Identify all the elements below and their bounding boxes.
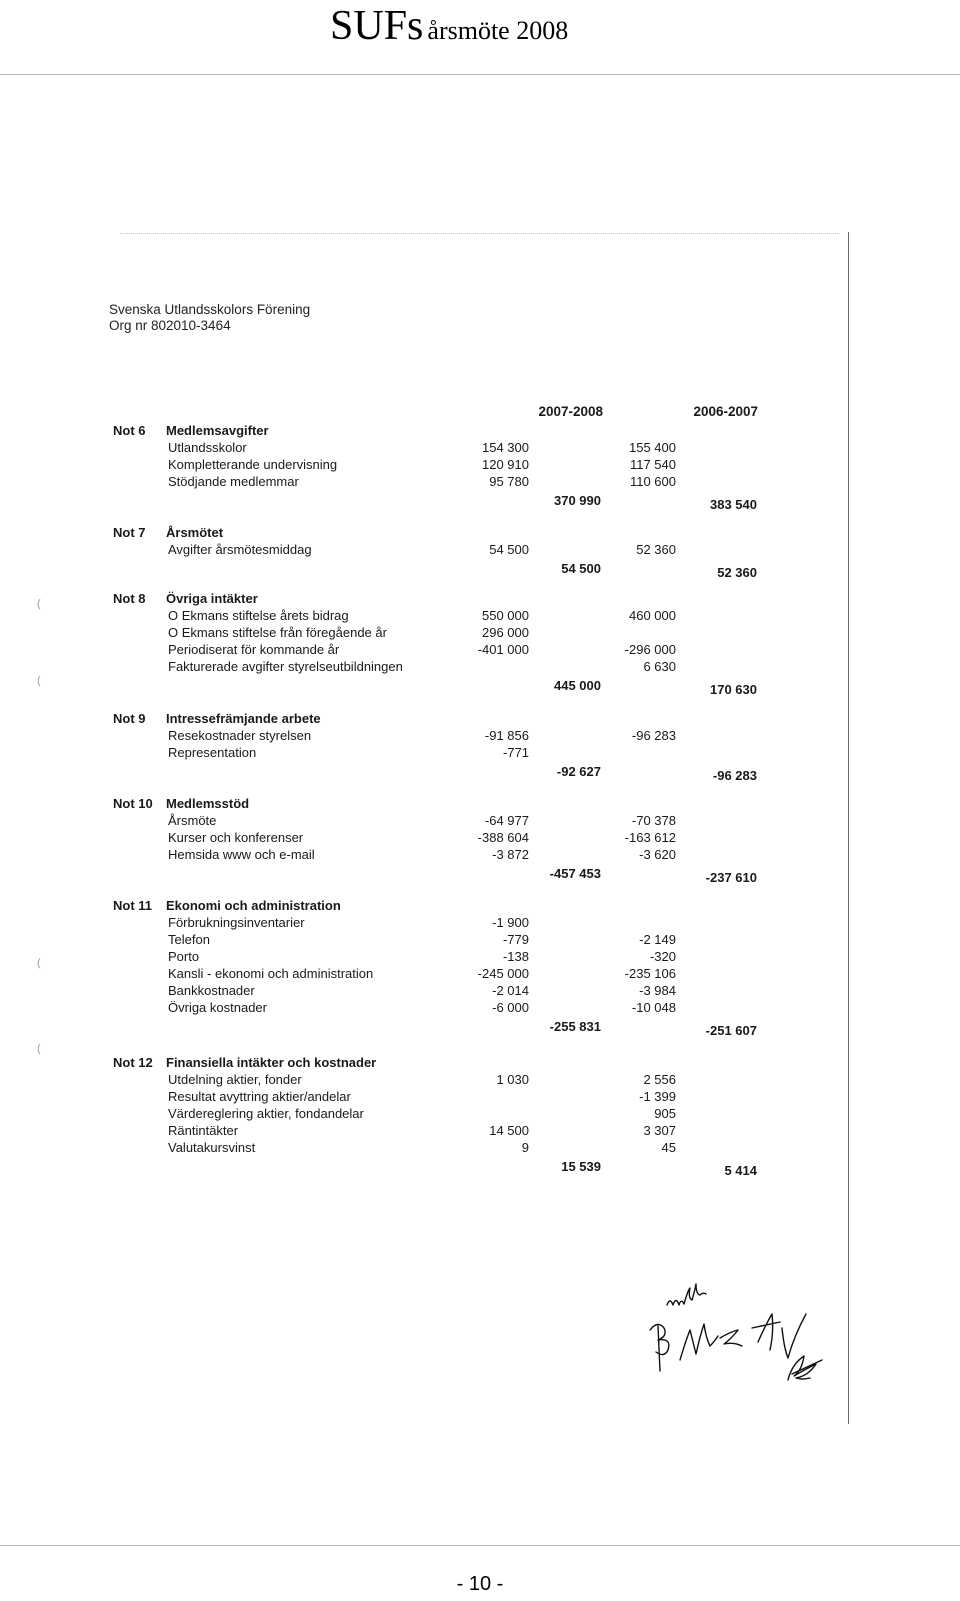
row-label: Resultat avyttring aktier/andelar — [168, 1089, 351, 1104]
note-title: Årsmötet — [166, 525, 224, 540]
row-value-current: -388 604 — [477, 830, 529, 845]
row-label: Utdelning aktier, fonder — [168, 1072, 302, 1087]
row-value-current: -3 872 — [492, 847, 529, 862]
total-previous: -251 607 — [705, 1023, 757, 1038]
row-label: Kansli - ekonomi och administration — [168, 966, 374, 981]
total-current: -255 831 — [549, 1019, 601, 1034]
note-number: Not 6 — [113, 423, 146, 438]
row-label: O Ekmans stiftelse årets bidrag — [168, 608, 349, 623]
table-row — [0, 966, 960, 983]
row-value-current: -64 977 — [484, 813, 529, 828]
note-number: Not 11 — [113, 898, 153, 913]
row-value-previous: 45 — [661, 1140, 676, 1155]
total-current: 370 990 — [554, 493, 601, 508]
row-value-previous: -235 106 — [624, 966, 676, 981]
header-rule — [0, 74, 960, 75]
total-previous: -237 610 — [705, 870, 757, 885]
row-value-current: 154 300 — [482, 440, 529, 455]
table-row — [0, 813, 960, 830]
row-value-current: -245 000 — [477, 966, 529, 981]
total-current: 15 539 — [561, 1159, 601, 1174]
row-label: Utlandsskolor — [168, 440, 247, 455]
note-number: Not 9 — [113, 711, 146, 726]
row-value-previous: 2 556 — [643, 1072, 676, 1087]
row-label: Representation — [168, 745, 257, 760]
row-value-previous: -163 612 — [624, 830, 676, 845]
table-row — [0, 457, 960, 474]
row-value-current: 9 — [521, 1140, 529, 1155]
table-row — [0, 1140, 960, 1157]
row-value-previous: -320 — [649, 949, 676, 964]
row-label: Avgifter årsmötesmiddag — [168, 542, 312, 557]
total-previous: 5 414 — [724, 1163, 757, 1178]
scan-mark: ( — [37, 675, 41, 687]
note-title: Medlemsstöd — [166, 796, 250, 811]
row-value-current: -6 000 — [492, 1000, 529, 1015]
table-row — [0, 642, 960, 659]
table-row — [0, 847, 960, 864]
table-row — [0, 830, 960, 847]
note-title: Medlemsavgifter — [166, 423, 269, 438]
total-current: 54 500 — [561, 561, 601, 576]
table-row — [0, 728, 960, 745]
table-row — [0, 1072, 960, 1089]
row-label: O Ekmans stiftelse från föregående år — [168, 625, 387, 640]
row-value-previous: -96 283 — [631, 728, 676, 743]
row-label: Förbrukningsinventarier — [168, 915, 305, 930]
table-row — [0, 1000, 960, 1017]
total-current: 445 000 — [554, 678, 601, 693]
row-value-current: -91 856 — [484, 728, 529, 743]
table-row — [0, 1106, 960, 1123]
row-label: Telefon — [168, 932, 210, 947]
table-row — [0, 542, 960, 559]
table-row — [0, 949, 960, 966]
table-row — [0, 440, 960, 457]
table-row — [0, 608, 960, 625]
row-label: Räntintäkter — [168, 1123, 239, 1138]
row-value-current: -401 000 — [477, 642, 529, 657]
row-value-current: -138 — [502, 949, 529, 964]
row-value-previous: 905 — [654, 1106, 676, 1121]
table-row — [0, 932, 960, 949]
document-header — [330, 2, 568, 50]
table-row — [0, 474, 960, 491]
row-value-current: 296 000 — [482, 625, 529, 640]
row-label: Kompletterande undervisning — [168, 457, 338, 472]
total-previous: 52 360 — [717, 565, 757, 580]
row-value-previous: -1 399 — [639, 1089, 676, 1104]
row-label: Övriga kostnader — [168, 1000, 267, 1015]
scan-mark: ( — [37, 1043, 41, 1055]
header-title: årsmöte 2008 — [427, 16, 569, 45]
note-title: Finansiella intäkter och kostnader — [166, 1055, 377, 1070]
row-label: Bankkostnader — [168, 983, 255, 998]
row-value-previous: -2 149 — [639, 932, 676, 947]
row-value-current: -2 014 — [492, 983, 529, 998]
note-number: Not 10 — [113, 796, 153, 811]
row-value-current: 550 000 — [482, 608, 529, 623]
table-row — [0, 745, 960, 762]
row-label: Stödjande medlemmar — [168, 474, 299, 489]
row-value-current: 120 910 — [482, 457, 529, 472]
brand-name: SUFs — [330, 3, 424, 49]
row-label: Värdereglering aktier, fondandelar — [168, 1106, 364, 1121]
total-current: -92 627 — [556, 764, 601, 779]
page-number: - 10 - — [456, 1573, 504, 1595]
handwritten-signature — [640, 1280, 840, 1395]
note-title: Ekonomi och administration — [166, 898, 341, 913]
note-number: Not 8 — [113, 591, 146, 606]
table-row — [0, 983, 960, 1000]
row-label: Kurser och konferenser — [168, 830, 304, 845]
row-value-previous: -296 000 — [624, 642, 676, 657]
note-number: Not 7 — [113, 525, 146, 540]
column-header-current: 2007-2008 — [538, 404, 603, 419]
row-label: Porto — [168, 949, 200, 964]
total-previous: -96 283 — [712, 768, 757, 783]
note-title: Intressefrämjande arbete — [166, 711, 321, 726]
scan-mark: ( — [37, 957, 41, 969]
total-previous: 383 540 — [710, 497, 757, 512]
row-value-previous: 460 000 — [629, 608, 676, 623]
row-label: Valutakursvinst — [168, 1140, 256, 1155]
row-value-previous: 155 400 — [629, 440, 676, 455]
organization-number: Org nr 802010-3464 — [109, 318, 231, 333]
table-row — [0, 1123, 960, 1140]
row-label: Resekostnader styrelsen — [168, 728, 312, 743]
row-value-previous: -3 620 — [639, 847, 676, 862]
row-value-current: 54 500 — [489, 542, 529, 557]
row-value-current: -771 — [502, 745, 529, 760]
row-value-previous: -70 378 — [631, 813, 676, 828]
row-value-previous: 117 540 — [629, 457, 676, 472]
row-value-previous: 52 360 — [636, 542, 676, 557]
footer-rule — [0, 1545, 960, 1546]
row-value-current: 1 030 — [496, 1072, 529, 1087]
scan-dotted-line — [120, 233, 840, 234]
row-label: Årsmöte — [168, 813, 217, 828]
row-value-current: -779 — [502, 932, 529, 947]
table-row — [0, 659, 960, 676]
row-value-previous: 6 630 — [643, 659, 676, 674]
total-previous: 170 630 — [710, 682, 757, 697]
table-row — [0, 915, 960, 932]
note-number: Not 12 — [113, 1055, 153, 1070]
organization-name: Svenska Utlandsskolors Förening — [109, 302, 311, 317]
column-header-previous: 2006-2007 — [693, 404, 758, 419]
row-value-current: 95 780 — [489, 474, 529, 489]
row-value-current: 14 500 — [489, 1123, 529, 1138]
table-row — [0, 1089, 960, 1106]
row-value-previous: 3 307 — [643, 1123, 676, 1138]
row-value-current: -1 900 — [492, 915, 529, 930]
row-label: Hemsida www och e-mail — [168, 847, 315, 862]
row-value-previous: 110 600 — [629, 474, 676, 489]
scan-mark: ( — [37, 598, 41, 610]
row-label: Periodiserat för kommande år — [168, 642, 340, 657]
note-title: Övriga intäkter — [166, 591, 258, 606]
total-current: -457 453 — [549, 866, 601, 881]
table-row — [0, 625, 960, 642]
row-value-previous: -10 048 — [631, 1000, 676, 1015]
row-label: Fakturerade avgifter styrelseutbildningen — [168, 659, 403, 674]
row-value-previous: -3 984 — [639, 983, 676, 998]
